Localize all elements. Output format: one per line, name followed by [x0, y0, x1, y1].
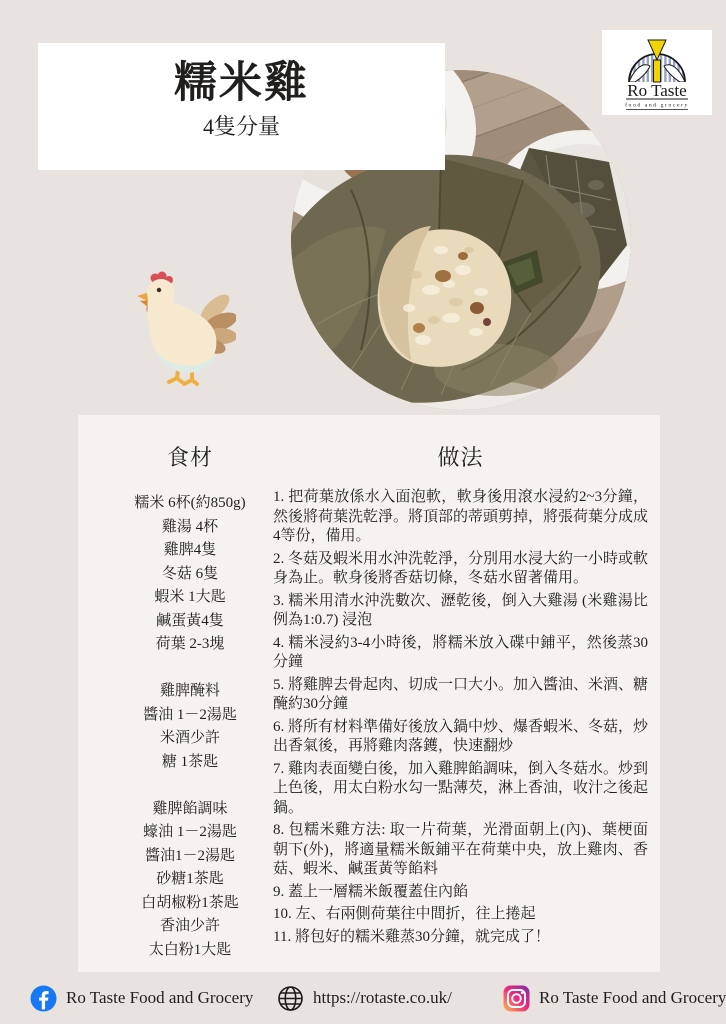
method-steps [273, 488, 648, 947]
chicken-icon [131, 268, 236, 386]
ingredients-list [90, 492, 290, 962]
ingredient-line: 蝦米 1大匙 [154, 589, 226, 605]
ingredient-line: 雞脾4隻 [163, 542, 217, 558]
method-step: 4. 糯米浸約3-4小時後，將糯米放入碟中鋪平，然後蒸30分鐘 [273, 634, 648, 670]
ingredient-line: 雞脾醃料 [159, 683, 220, 699]
method-step: 8. 包糯米雞方法: 取一片荷葉，光滑面朝上(內)、葉梗面朝下(外)，將適量糯米飯鋪平在荷葉中央，放上雞肉、香菇、蝦米、鹹蛋黃等餡料 [273, 822, 648, 877]
method-step: 5. 將雞脾去骨起肉、切成一口大小。加入醬油、米酒、糖醃約30分鐘 [273, 676, 649, 712]
ingredient-line: 太白粉1大匙 [148, 941, 232, 958]
title-card [38, 43, 445, 170]
method-step: 7. 雞肉表面變白後，加入雞脾餡調味，倒入冬菇水。炒到上色後，用太白粉水勾一點薄芡，淋上香油，收汁之後起鍋。 [273, 760, 649, 816]
ingredient-line: 糯米 6杯(約850g) [134, 495, 246, 511]
method-heading: 做法 [437, 445, 484, 470]
ingredient-line: 冬菇 6隻 [161, 565, 219, 582]
method-step: 1. 把荷葉放係水入面泡軟，軟身後用滾水浸約2~3分鐘，然後將荷葉洗乾淨。將頂部的蒂頭剪掉，將張荷葉分成成4等份，備用。 [273, 489, 649, 544]
page-title: 糯米雞 [174, 59, 309, 107]
ingredient-line: 蠔油 1－2湯匙 [143, 824, 237, 840]
ingredients-heading: 食材 [166, 445, 213, 470]
ingredient-line: 醬油1－2湯匙 [144, 847, 235, 864]
ingredient-line: 白胡椒粉1茶匙 [141, 894, 239, 911]
instagram-label: Ro Taste Food and Grocery [539, 988, 726, 1007]
instagram-icon [503, 985, 530, 1012]
ro-taste-logo-icon [602, 30, 712, 115]
ingredient-line: 鹹蛋黃4隻 [156, 612, 224, 629]
method-step: 3. 糯米用清水沖洗數次、瀝乾後，倒入大雞湯 (米雞湯比例為1:0.7) 浸泡 [273, 592, 648, 628]
ingredient-line: 香油少許 [159, 918, 220, 934]
footer [0, 980, 726, 1024]
chicken-illustration [131, 268, 236, 391]
logo-brand-text: Ro Taste [627, 81, 687, 100]
facebook-link[interactable] [30, 982, 253, 1014]
method-step: 2. 冬菇及蝦米用水沖洗乾淨，分別用水浸大約一小時或軟身為止。軟身後將香菇切條，冬菇水留著備用。 [273, 550, 649, 586]
ingredient-line: 荷葉 2-3塊 [155, 636, 225, 652]
method-step: 11. 將包好的糯米雞蒸30分鐘，就完成了！ [273, 928, 550, 945]
ingredient-line [90, 774, 290, 798]
ingredient-line [90, 657, 290, 681]
ingredients-column [90, 441, 290, 962]
ingredient-line: 醬油 1－2湯匙 [143, 706, 237, 723]
content-panel [78, 415, 660, 972]
facebook-icon [30, 985, 57, 1012]
method-step: 9. 蓋上一層糯米飯覆蓋住內餡 [273, 883, 469, 900]
brand-logo [602, 30, 712, 115]
globe-icon [277, 985, 304, 1012]
page-subtitle: 4隻分量 [202, 114, 280, 139]
website-url: https://rotaste.co.uk/ [313, 988, 452, 1007]
ingredient-line: 雞湯 4杯 [161, 518, 219, 535]
method-step: 6. 將所有材料準備好後放入鍋中炒、爆香蝦米、冬菇，炒出香氣後，再將雞肉落鑊，快速翻炒 [273, 718, 649, 754]
facebook-label: Ro Taste Food and Grocery [66, 988, 254, 1007]
instagram-link[interactable] [503, 982, 726, 1014]
logo-tagline-text: food and grocery [625, 102, 689, 109]
method-step: 10. 左、右兩側荷葉往中間折，往上捲起 [273, 906, 536, 922]
method-column [273, 441, 648, 950]
ingredient-line: 米酒少許 [159, 730, 220, 746]
ingredient-line: 砂糖1茶匙 [156, 871, 224, 887]
website-link[interactable] [277, 982, 452, 1014]
ingredient-line: 雞脾餡調味 [152, 800, 228, 817]
ingredient-line: 糖 1茶匙 [161, 753, 219, 770]
